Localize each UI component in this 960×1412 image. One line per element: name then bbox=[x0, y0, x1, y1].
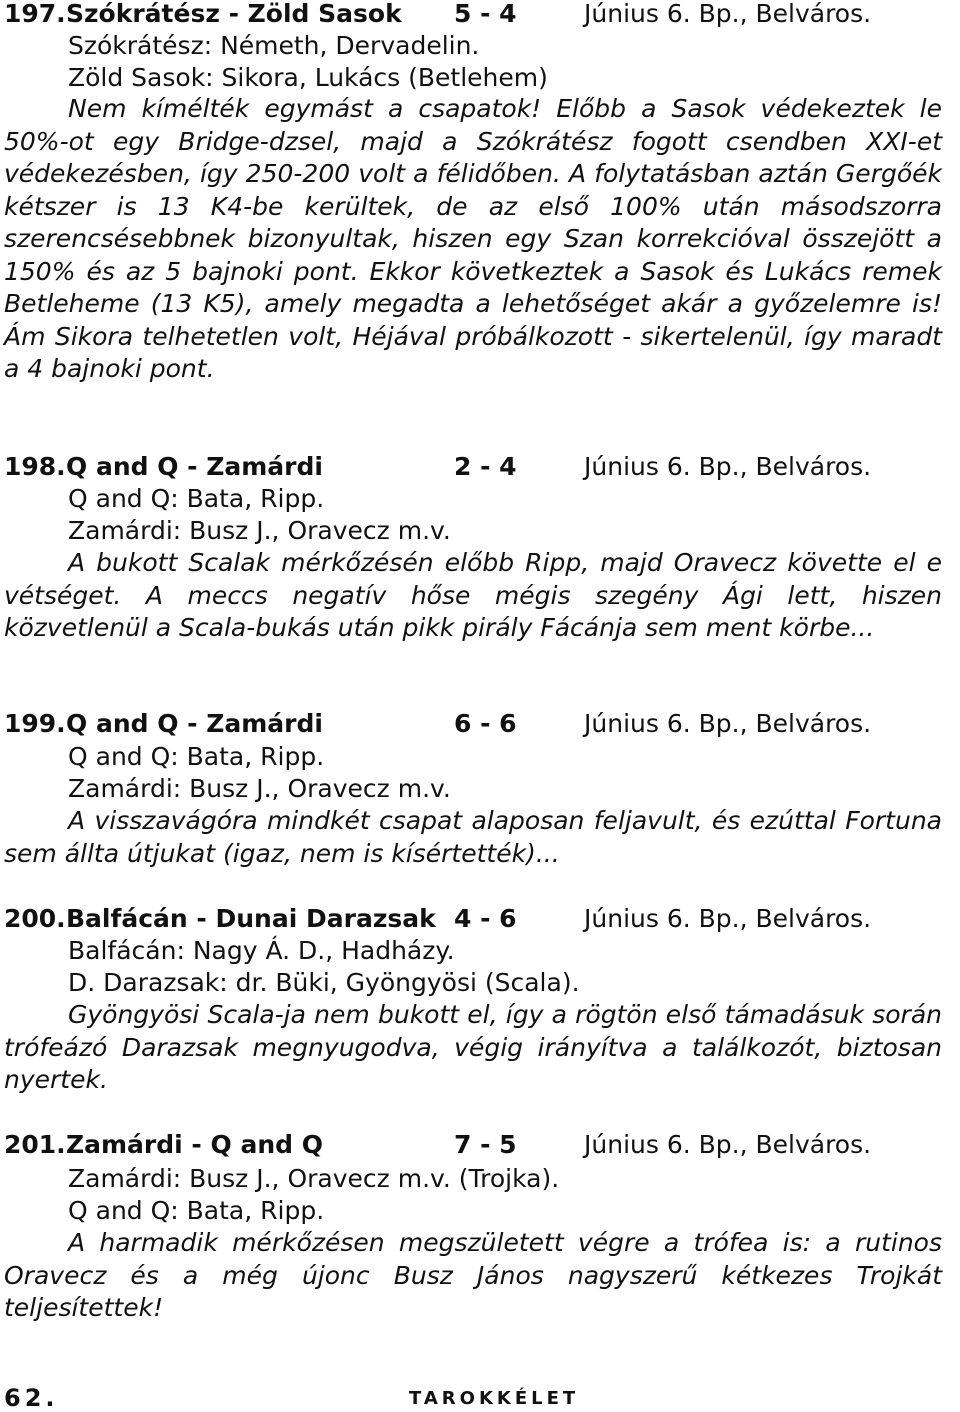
match-header bbox=[4, 902, 944, 936]
match-number: 198. bbox=[4, 452, 66, 481]
match-score: 7 - 5 bbox=[454, 1130, 517, 1159]
match-number: 200. bbox=[4, 904, 66, 933]
match-report: A harmadik mérkőzésen megszületett végre a trófea is: a rutinos Oravecz és a még újonc Busz János nagyszerű kétkezes Trojkát teljesítettek! bbox=[4, 1228, 942, 1322]
match-teams: Zamárdi - Q and Q bbox=[66, 1130, 323, 1159]
match-report: A visszavágóra mindkét csapat alaposan feljavult, és ezúttal Fortuna sem állta útjukat (igaz, nem is kísértették)... bbox=[4, 806, 942, 868]
team-players: Q and Q: Bata, Ripp. bbox=[68, 484, 325, 513]
match-report: Nem kímélték egymást a csapatok! Előbb a Sasok védekeztek le 50%-ot egy Bridge-dzsel, majd a Szókrátész fogott csendben XXI-et védekezésben, így 250-200 volt a félidőben. A folytatásban aztán Gergőék kétszer is 13 K4-be kerültek, de az első 100% után másodszorra szerencsésebbnek bizonyultak, hiszen egy Szan korrekcióval összejött a 150% és az 5 bajnoki pont. Ekkor következtek a Sasok és Lukács remek Betleheme (13 K5), amely megadta a lehetőséget akár a győzelemre is! Ám Sikora telhetetlen volt, Héjával próbálkozott - sikertelenül, így maradt a 4 bajnoki pont. bbox=[4, 94, 942, 383]
team-players: Szókrátész: Németh, Dervadelin. bbox=[68, 31, 480, 60]
team-players: Zamárdi: Busz J., Oravecz m.v. bbox=[68, 516, 451, 545]
match-score: 2 - 4 bbox=[454, 452, 517, 481]
team-players: Q and Q: Bata, Ripp. bbox=[68, 1196, 325, 1225]
team-players: Zamárdi: Busz J., Oravecz m.v. (Trojka). bbox=[68, 1164, 560, 1193]
match-header bbox=[4, 450, 944, 484]
match-date-place: Június 6. Bp., Belváros. bbox=[584, 904, 872, 933]
team-players: D. Darazsak: dr. Büki, Gyöngyösi (Scala). bbox=[68, 968, 580, 997]
match-date-place: Június 6. Bp., Belváros. bbox=[584, 709, 872, 738]
match-date-place: Június 6. Bp., Belváros. bbox=[584, 1130, 872, 1159]
team-players: Balfácán: Nagy Á. D., Hadházy. bbox=[68, 936, 455, 965]
match-header bbox=[4, 1128, 944, 1162]
team-players: Zöld Sasok: Sikora, Lukács (Betlehem) bbox=[68, 63, 548, 92]
match-number: 199. bbox=[4, 709, 66, 738]
match-score: 5 - 4 bbox=[454, 0, 517, 28]
match-header bbox=[4, 0, 944, 31]
match-report: Gyöngyösi Scala-ja nem bukott el, így a rögtön első támadásuk során trófeázó Darazsak megnyugodva, végig irányítva a találkozót, biztosan nyertek. bbox=[4, 1000, 942, 1094]
match-number: 197. bbox=[4, 0, 66, 28]
match-date-place: Június 6. Bp., Belváros. bbox=[584, 0, 872, 28]
match-teams: Balfácán - Dunai Darazsak bbox=[66, 904, 436, 933]
team-players: Zamárdi: Busz J., Oravecz m.v. bbox=[68, 774, 451, 803]
match-teams: Q and Q - Zamárdi bbox=[66, 709, 323, 738]
team-players: Q and Q: Bata, Ripp. bbox=[68, 742, 325, 771]
page-footer bbox=[4, 1384, 604, 1412]
match-header bbox=[4, 707, 944, 741]
magazine-title: TAROKKÉLET bbox=[409, 1388, 580, 1409]
match-teams: Szókrátész - Zöld Sasok bbox=[66, 0, 402, 28]
page-number: 62. bbox=[4, 1384, 59, 1412]
match-report: A bukott Scalak mérkőzésén előbb Ripp, majd Oravecz követte el e vétséget. A meccs negatív hőse mégis szegény Ági lett, hiszen közvetlenül a Scala-bukás után pikk pirály Fácánja sem ment körbe... bbox=[4, 548, 942, 642]
match-number: 201. bbox=[4, 1130, 66, 1159]
match-teams: Q and Q - Zamárdi bbox=[66, 452, 323, 481]
match-score: 6 - 6 bbox=[454, 709, 517, 738]
match-date-place: Június 6. Bp., Belváros. bbox=[584, 452, 872, 481]
match-score: 4 - 6 bbox=[454, 904, 517, 933]
